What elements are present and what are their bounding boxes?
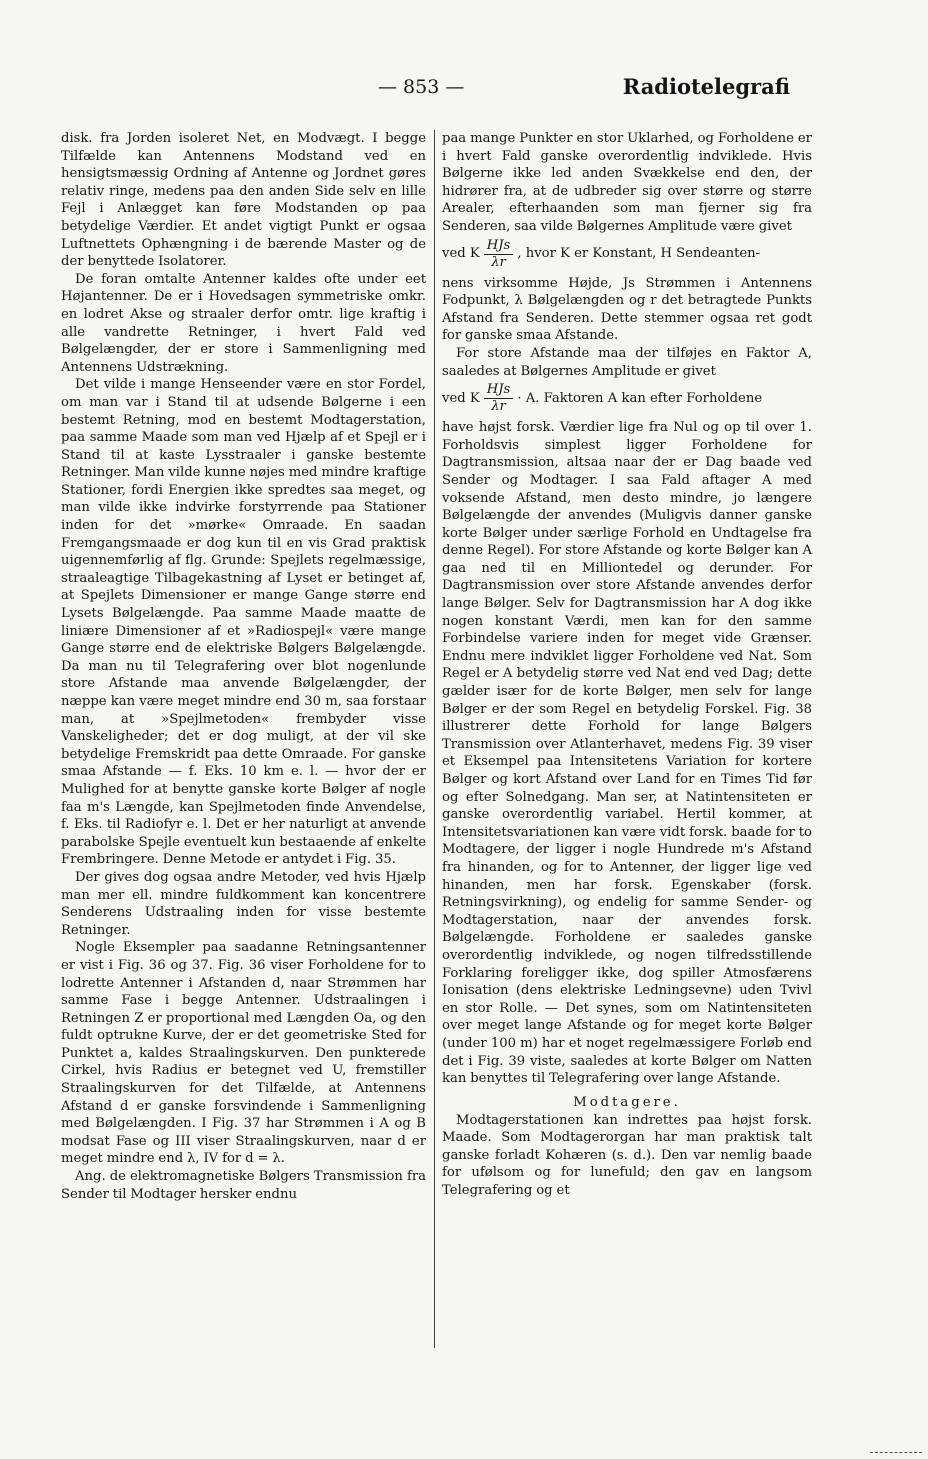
formula-prefix: ved K [442,246,480,262]
paragraph: have højst forsk. Værdier lige fra Nul og op til over 1. Forholdsvis simplest ligger Forholdene for Dagtransmission, altsaa naar der er Dag baade ved Sender og Modtager. I saa Fald aftager A med voksende Afstand, men desto mindre, jo længere Bølgelængde der anvendes (Muligvis danner ganske korte Bølger under særlige Forhold en Undtagelse fra denne Regel). For store Afstande og korte Bølger kan A gaa ned til en Milliontedel og derunder. For Dagtransmission over store Afstande anvendes derfor lange Bølger. Selv for Dagtransmission har A dog ikke nogen konstant Værdi, men kan for den samme Forbindelse variere inden for meget vide Grænser. Endnu mere indviklet ligger Forholdene ved Nat. Som Regel er A betydelig større ved Nat end ved Dag; dette gælder især for de korte Bølger, men selv for lange Bølger er der som Regel en betydelig Forskel. Fig. 38 illustrerer dette Forhold for lange Bølgers Transmission over Atlanterhavet, medens Fig. 39 viser et Eksempel paa Intensitetens Variation for kortere Bølger og kort Afstand over Land for en Times Tid før og efter Solnedgang. Man ser, at Natintensiteten er ganske overordentlig variabel. Hertil kommer, at Intensitetsvariationen kan være vidt forsk. baade for to Modtagere, der ligger i nogle Hundrede m's Afstand fra hinanden, og for to Antenner, der ligger lige ved hinanden, men har forsk. Egenskaber (forsk. Retningsvirkning), og endelig for samme Sender- og Modtagerstation, naar der anvendes forsk. Bølgelængde. Forholdene er saaledes ganske overordentlig indviklede, og nogen tilfredsstillende Forklaring foreligger ikke, dog spiller Atmosfærens Ionisation (dens elektriske Ledningsevne) uden Tvivl en stor Rolle. — Det synes, som om Natintensiteten over meget lange Afstande og for meget korte Bølger (under 100 m) har et noget regelmæssigere Forløb end det i Fig. 39 viste, saaledes at korte Bølger om Natten kan benyttes til Telegrafering over lange Afstande. [442,420,812,1087]
running-head: Radiotelegrafi [622,74,790,99]
formula-suffix: · A. Faktoren A kan efter Forholdene [517,390,763,406]
scan-mark [870,1452,922,1456]
paragraph: Nogle Eksempler paa saadanne Retningsantenner er vist i Fig. 36 og 37. Fig. 36 viser Forholdene for to lodrette Antenner i Afstanden d, naar Strømmen har samme Fase i begge Antenner. Udstraalingen i Retningen Z er proportional med Længden Oa, og den fuldt optrukne Kurve, der er det geometriske Sted for Punktet a, kaldes Straalingskurven. Den punkterede Cirkel, hvis Radius er betegnet ved U, fremstiller Straalingskurven for det Tilfælde, at Antennens Afstand d er ganske forsvindende i Sammenligning med Bølgelængden. I Fig. 37 har Strømmen i A og B modsat Fase og III viser Straalingskurven, naar d er meget mindre end λ, IV for d = λ. [61,940,426,1167]
fraction [484,382,514,415]
column-divider [434,130,435,1348]
fraction-denominator: λr [491,254,506,270]
page-header [58,70,790,106]
right-column [442,130,812,1200]
paragraph: Modtagerstationen kan indrettes paa højst forsk. Maade. Som Modtagerorgan har man praktisk talt ganske forladt Kohæren (s. d.). Den var nemlig baade for ufølsom og for lunefuld; den gav en langsom Telegrafering og et [442,1112,812,1199]
fraction-numerator: HJs [484,382,514,399]
paragraph: Ang. de elektromagnetiske Bølgers Transmission fra Sender til Modtager hersker endnu [61,1169,426,1202]
paragraph: Det vilde i mange Henseender være en stor Fordel, om man var i Stand til at udsende Bølgerne i een bestemt Retning, mod en bestemt Modtagerstation, paa samme Maade som man ved Hjælp af et Spejl er i Stand til at kaste Lysstraaler i ganske bestemte Retninger. Man vilde kunne nøjes med mindre kraftige Stationer, fordi Energien ikke spredtes saa meget, og man vilde ikke indvirke forstyrrende paa Stationer inden for det »mørke« Omraade. En saadan Fremgangsmaade er dog kun til en vis Grad praktisk uigennemførlig af flg. Grunde: Spejlets regelmæssige, straaleagtige Tilbagekastning af Lyset er betinget af, at Spejlets Dimensioner er mange Gange større end Lysets Bølgelængde. Paa samme Maade maatte de liniære Dimensioner af et »Radiospejl« være mange Gange større end de elektriske Bølgers Bølgelængde. Da man nu til Telegrafering over blot nogenlunde store Afstande maa anvende Bølgelængder, der næppe kan være meget mindre end 30 m, saa forstaar man, at »Spejlmetoden« frembyder visse Vanskeligheder; det er dog muligt, at der vil ske betydelige Fremskridt paa dette Omraade. For ganske smaa Afstande — f. Eks. 10 km e. l. — hvor der er Mulighed for at benytte ganske korte Bølger af nogle faa m's Længde, kan Spejlmetoden finde Anvendelse, f. Eks. til Radiofyr e. l. Det er her naturligt at anvende parabolske Spejle eventuelt kun bestaaende af enkelte Frembringere. Denne Metode er antydet i Fig. 35. [61,377,426,868]
paragraph: nens virksomme Højde, Js Strømmen i Antennens Fodpunkt, λ Bølgelængden og r det betragtede Punkts Afstand fra Senderen. Dette stemmer ogsaa ret godt for ganske smaa Afstande. [442,275,812,344]
section-heading: Modtagere. [573,1094,681,1110]
paragraph: disk. fra Jorden isoleret Net, en Modvægt. I begge Tilfælde kan Antennens Modstand ved en hensigtsmæssig Ordning af Antenne og Jordnet gøres relativ ringe, medens paa den anden Side selv en lille Fejl i Anlægget kan føre Modstanden op paa betydelige Værdier. Et andet vigtigt Punkt er ogsaa Luftnettets Ophængning i de bærende Master og de der benyttede Isolatorer. [61,131,426,270]
amplitude-formula [442,238,812,271]
paragraph: paa mange Punkter en stor Uklarhed, og Forholdene er i hvert Fald ganske overordentlig indviklede. Hvis Bølgerne ikke led anden Svækkelse end den, der hidrører fra, at de udbreder sig over større og større Arealer, efterhaanden som man fjerner sig fra Senderen, saa vilde Bølgernes Amplitude være givet [442,131,812,234]
left-column [61,130,426,1203]
amplitude-formula-factor [442,382,812,415]
formula-prefix: ved K [442,390,480,406]
fraction [484,238,514,271]
fraction-numerator: HJs [484,238,514,255]
formula-suffix: , hvor K er Konstant, H Sendeanten- [517,246,761,262]
paragraph: De foran omtalte Antenner kaldes ofte under eet Højantenner. De er i Hovedsagen symmetriske omkr. en lodret Akse og straaler derfor omtr. lige kraftig i alle vandrette Retninger, i hvert Fald ved Bølgelængder, der er store i Sammenligning med Antennens Udstrækning. [61,271,426,375]
page-number: — 853 — [378,76,465,98]
paragraph: Der gives dog ogsaa andre Metoder, ved hvis Hjælp man mer ell. mindre fuldkomment kan koncentrere Senderens Udstraaling inden for visse bestemte Retninger. [61,869,426,938]
fraction-denominator: λr [491,399,506,415]
paragraph: For store Afstande maa der tilføjes en Faktor A, saaledes at Bølgernes Amplitude er givet [442,345,812,379]
